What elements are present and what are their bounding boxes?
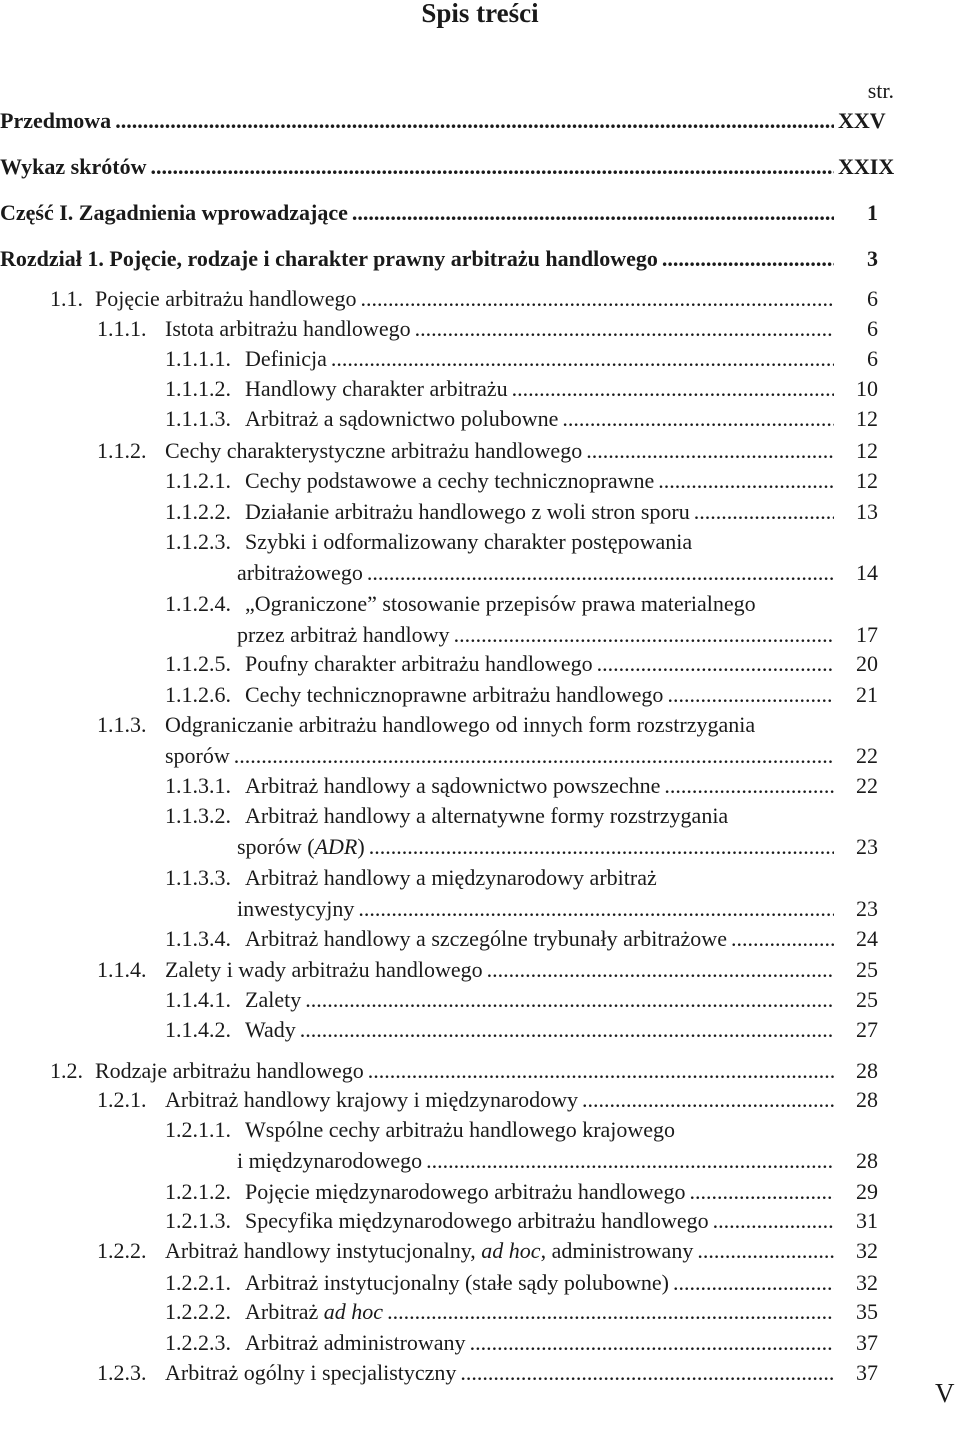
toc-page-number: 12: [856, 406, 878, 431]
toc-page-number: 6: [867, 286, 878, 311]
toc-page-number: 21: [856, 682, 878, 707]
toc-page-number: 32: [856, 1270, 878, 1295]
dot-leader: [689, 1177, 834, 1207]
toc-entry-number: 1.1.2.3.: [165, 529, 231, 554]
dot-leader: [305, 985, 834, 1015]
toc-entry: [0, 771, 960, 801]
toc-entry: [0, 1206, 960, 1236]
toc-entry-title: Arbitraż instytucjonalny (stałe sądy polubowne): [245, 1270, 670, 1295]
toc-entry-title: Szybki i odformalizowany charakter postępowania: [245, 529, 693, 554]
toc-entry: [0, 404, 960, 434]
toc-entry-number: 1.1.3.2.: [165, 803, 231, 828]
toc-entry: [0, 436, 960, 466]
dot-leader: [658, 466, 834, 496]
toc-entry-title-continuation: inwestycyjny: [237, 896, 355, 921]
toc-page-number: 32: [856, 1238, 878, 1263]
toc-entry-title: Cechy technicznoprawne arbitrażu handlowego: [245, 682, 664, 707]
toc-page-number: 31: [856, 1208, 878, 1233]
toc-entry-title-continuation: arbitrażowego: [237, 560, 363, 585]
toc-page-number: 10: [856, 376, 878, 401]
toc-entry: [0, 466, 960, 496]
toc-page-number: 28: [856, 1058, 878, 1083]
dot-leader: [331, 344, 834, 374]
dot-leader: [360, 284, 834, 314]
dot-leader: [352, 198, 834, 228]
dot-leader: [234, 741, 834, 771]
dot-leader: [664, 771, 834, 801]
toc-entry-title: Odgraniczanie arbitrażu handlowego od innych form rozstrzygania: [165, 712, 756, 737]
toc-entry-number: 1.2.2.1.: [165, 1270, 231, 1295]
toc-entry-title: Wady: [245, 1017, 296, 1042]
toc-entry-number: 1.2.2.3.: [165, 1330, 231, 1355]
toc-entry: [0, 955, 960, 985]
toc-entry: [0, 985, 960, 1015]
toc-entry-number: 1.1.3.4.: [165, 926, 231, 951]
dot-leader: [369, 832, 834, 862]
dot-leader: [426, 1146, 834, 1176]
toc-entry: [0, 1297, 960, 1327]
dot-leader: [470, 1328, 834, 1358]
toc-entry-number: 1.1.4.1.: [165, 987, 231, 1012]
dot-leader: [367, 558, 834, 588]
dot-leader: [597, 649, 834, 679]
toc-page-number: 12: [856, 438, 878, 463]
page-title: Spis treści: [421, 0, 539, 28]
toc-entry-number: 1.2.1.3.: [165, 1208, 231, 1233]
toc-entry-title: Handlowy charakter arbitrażu: [245, 376, 508, 401]
dot-leader: [586, 436, 834, 466]
toc-entry-title: Pojęcie międzynarodowego arbitrażu handlowego: [245, 1179, 686, 1204]
toc-entry-number: 1.1.1.3.: [165, 406, 231, 431]
dot-leader: [662, 244, 834, 274]
toc-entry-number: 1.1.1.: [97, 316, 147, 341]
toc-entry-title: Działanie arbitrażu handlowego z woli stron sporu: [245, 499, 690, 524]
dot-leader: [694, 497, 834, 527]
toc-page-number: 6: [867, 316, 878, 341]
dot-leader: [300, 1015, 834, 1045]
toc-entry-title: Arbitraż handlowy a sądownictwo powszechne: [245, 773, 661, 798]
toc-entry-title: Arbitraż ogólny i specjalistyczny: [165, 1360, 457, 1385]
toc-entry-title: Arbitraż handlowy a międzynarodowy arbitraż: [245, 865, 657, 890]
toc-heading-label: Część I. Zagadnienia wprowadzające: [0, 200, 348, 225]
toc-entry-title: Pojęcie arbitrażu handlowego: [95, 286, 357, 311]
dot-leader: [368, 1056, 834, 1086]
dot-leader: [697, 1236, 834, 1266]
toc-entry-number: 1.1.3.1.: [165, 773, 231, 798]
toc-entry: [0, 1015, 960, 1045]
toc-page-number: 37: [856, 1360, 878, 1385]
toc-page-number: 23: [856, 834, 878, 859]
toc-entry-number: 1.1.4.: [97, 957, 147, 982]
toc-entry: [0, 924, 960, 954]
toc-entry: [0, 1056, 960, 1086]
toc-page-number: 29: [856, 1179, 878, 1204]
toc-entry-number: 1.1.4.2.: [165, 1017, 231, 1042]
toc-page-number: 23: [856, 896, 878, 921]
toc-page-number: 22: [856, 773, 878, 798]
toc-entry-title-continuation: sporów (ADR): [237, 834, 365, 859]
toc-entry-number: 1.2.: [50, 1058, 83, 1083]
toc-page-number: XXV: [838, 108, 886, 133]
page-folio: V: [935, 1378, 955, 1408]
toc-entry-title: Cechy charakterystyczne arbitrażu handlowego: [165, 438, 583, 463]
toc-entry: [0, 284, 960, 314]
toc-entry-title: Zalety i wady arbitrażu handlowego: [165, 957, 483, 982]
toc-entry-title: Arbitraż handlowy instytucjonalny, ad hoc, administrowany: [165, 1238, 694, 1263]
toc-entry: [0, 497, 960, 527]
toc-entry: [0, 1358, 960, 1388]
toc-entry: [0, 1236, 960, 1266]
toc-entry: [0, 106, 960, 136]
dot-leader: [713, 1206, 834, 1236]
toc-entry: [0, 863, 960, 925]
toc-entry-title: Cechy podstawowe a cechy technicznoprawne: [245, 468, 655, 493]
toc-entry-number: 1.2.2.: [97, 1238, 147, 1263]
page-column-label: str.: [867, 78, 894, 103]
dot-leader: [667, 680, 834, 710]
toc-entry-number: 1.2.1.: [97, 1087, 147, 1112]
toc-page-number: 14: [856, 560, 878, 585]
dot-leader: [487, 955, 834, 985]
toc-page-number: 35: [856, 1299, 878, 1324]
toc-page-number: 28: [856, 1148, 878, 1173]
dot-leader: [358, 894, 834, 924]
toc-heading-label: Wykaz skrótów: [0, 154, 147, 179]
toc-entry-title: Arbitraż a sądownictwo polubowne: [245, 406, 559, 431]
toc-page-number: 37: [856, 1330, 878, 1355]
toc-entry-title: Wspólne cechy arbitrażu handlowego krajowego: [245, 1117, 676, 1142]
toc-page-number: 25: [856, 957, 878, 982]
toc-entry: [0, 1115, 960, 1177]
dot-leader: [582, 1085, 834, 1115]
dot-leader: [673, 1268, 834, 1298]
toc-heading-label: Przedmowa: [0, 108, 112, 133]
toc-page-number: XXIX: [838, 154, 895, 179]
toc-entry: [0, 1268, 960, 1298]
toc-entry-number: 1.2.1.1.: [165, 1117, 231, 1142]
toc-entry: [0, 649, 960, 679]
toc-page-number: 1: [867, 200, 878, 225]
toc-entry: [0, 1177, 960, 1207]
dot-leader: [115, 106, 834, 136]
toc-entry: [0, 374, 960, 404]
toc-entry-title: Rodzaje arbitrażu handlowego: [95, 1058, 364, 1083]
dot-leader: [562, 404, 834, 434]
toc-entry-number: 1.1.3.3.: [165, 865, 231, 890]
toc-page-number: 13: [856, 499, 878, 524]
toc-entry-title: Arbitraż ad hoc: [245, 1299, 384, 1324]
toc-entry-title: Arbitraż handlowy krajowy i międzynarodowy: [165, 1087, 578, 1112]
toc-entry-number: 1.1.2.2.: [165, 499, 231, 524]
toc-entry-title: Arbitraż administrowany: [245, 1330, 466, 1355]
toc-entry-number: 1.1.2.: [97, 438, 147, 463]
dot-leader: [460, 1358, 834, 1388]
toc-entry-number: 1.1.2.5.: [165, 651, 231, 676]
toc-entry-title: „Ograniczone” stosowanie przepisów prawa materialnego: [245, 591, 756, 616]
toc-entry-title: Definicja: [245, 346, 327, 371]
toc-entry: [0, 244, 960, 274]
toc-page-number: 28: [856, 1087, 878, 1112]
dot-leader: [415, 314, 834, 344]
toc-page-number: 12: [856, 468, 878, 493]
toc-entry-title-continuation: i międzynarodowego: [237, 1148, 423, 1173]
toc-entry-number: 1.2.2.2.: [165, 1299, 231, 1324]
toc-entry-number: 1.2.1.2.: [165, 1179, 231, 1204]
toc-entry-title: Poufny charakter arbitrażu handlowego: [245, 651, 593, 676]
toc-page-number: 22: [856, 743, 878, 768]
toc-entry: [0, 801, 960, 863]
toc-entry-number: 1.1.2.6.: [165, 682, 231, 707]
toc-entry-number: 1.1.1.2.: [165, 376, 231, 401]
toc-entry: [0, 344, 960, 374]
toc-entry-title-continuation: przez arbitraż handlowy: [237, 622, 450, 647]
toc-entry: [0, 1085, 960, 1115]
toc-entry: [0, 198, 960, 228]
toc-entry-number: 1.1.1.1.: [165, 346, 231, 371]
toc-entry-title-continuation: sporów: [165, 743, 230, 768]
toc-entry-number: 1.1.: [50, 286, 83, 311]
dot-leader: [454, 620, 834, 650]
toc-page-number: 25: [856, 987, 878, 1012]
toc-entry-title: Specyfika międzynarodowego arbitrażu handlowego: [245, 1208, 709, 1233]
toc-entry: [0, 589, 960, 651]
toc-page-number: 24: [856, 926, 878, 951]
dot-leader: [512, 374, 834, 404]
toc-entry-title: Istota arbitrażu handlowego: [165, 316, 411, 341]
toc-entry: [0, 1328, 960, 1358]
toc-entry: [0, 527, 960, 589]
toc-entry: [0, 710, 960, 772]
dot-leader: [387, 1297, 834, 1327]
toc-page-number: 3: [867, 246, 878, 271]
toc-entry-number: 1.1.2.1.: [165, 468, 231, 493]
toc-entry: [0, 314, 960, 344]
toc-entry-number: 1.1.3.: [97, 712, 147, 737]
toc-page-number: 6: [867, 346, 878, 371]
toc-entry: [0, 152, 960, 182]
toc-page-number: 27: [856, 1017, 878, 1042]
toc-entry-title: Arbitraż handlowy a alternatywne formy rozstrzygania: [245, 803, 729, 828]
toc-heading-label: Rozdział 1. Pojęcie, rodzaje i charakter prawny arbitrażu handlowego: [0, 246, 658, 271]
toc-entry: [0, 680, 960, 710]
toc-entry-title: Zalety: [245, 987, 302, 1012]
toc-page-number: 20: [856, 651, 878, 676]
dot-leader: [150, 152, 834, 182]
toc-entry-title: Arbitraż handlowy a szczególne trybunały arbitrażowe: [245, 926, 727, 951]
toc-entry-number: 1.1.2.4.: [165, 591, 231, 616]
toc-page-number: 17: [856, 622, 878, 647]
toc-entry-number: 1.2.3.: [97, 1360, 147, 1385]
